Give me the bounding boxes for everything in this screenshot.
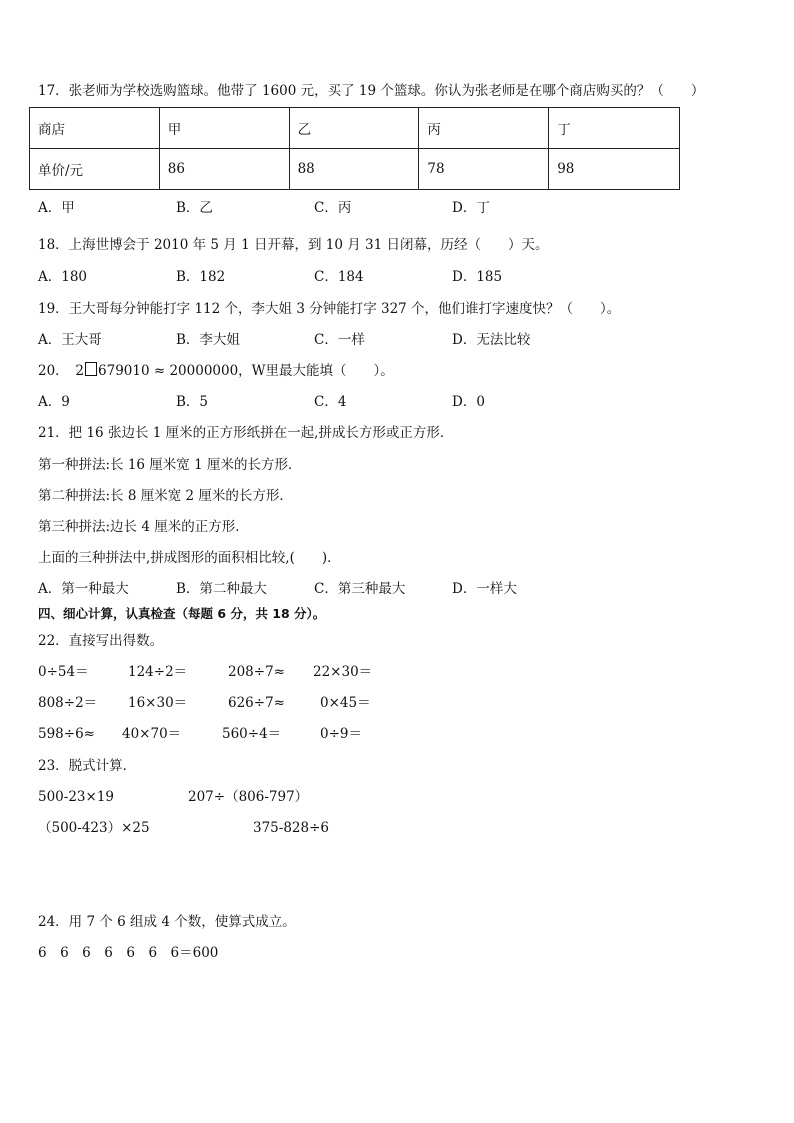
option-c[interactable]: C．4 (314, 394, 347, 410)
table-header-cell: 商店 (30, 108, 160, 149)
question-22-text: 22．直接写出得数。 (38, 633, 164, 649)
option-b[interactable]: B．5 (176, 394, 209, 410)
question-21-options (38, 580, 738, 598)
table-header-cell: 乙 (289, 108, 419, 149)
question-23-text: 23．脱式计算． (38, 758, 137, 774)
table-cell: 单价/元 (30, 149, 160, 190)
table-header-cell: 丁 (549, 108, 680, 149)
calc-row (38, 663, 738, 681)
option-a[interactable]: A．甲 (38, 200, 75, 216)
calc-item: 16×30＝ (128, 695, 188, 711)
table-cell: 88 (289, 149, 419, 190)
calc-item: 560÷4＝ (222, 726, 282, 742)
option-b[interactable]: B．李大姐 (176, 332, 240, 348)
option-b[interactable]: B．182 (176, 269, 226, 285)
option-b[interactable]: B．第二种最大 (176, 581, 267, 597)
table-row (30, 149, 680, 190)
question-18-text: 18．上海世博会于 2010 年 5 月 1 日开幕，到 10 月 31 日闭幕，历经（ ）天。 (38, 237, 549, 253)
question-21-text: 21．把 16 张边长 1 厘米的正方形纸拼在一起,拼成长方形或正方形． (38, 425, 454, 441)
option-a[interactable]: A．9 (38, 394, 70, 410)
option-c[interactable]: C．184 (314, 269, 364, 285)
table-cell: 86 (159, 149, 289, 190)
question-20-options (38, 393, 738, 411)
calc-row (38, 725, 738, 743)
shop-price-table (29, 107, 680, 190)
table-row (30, 108, 680, 149)
calc-row (38, 694, 738, 712)
option-c[interactable]: C．第三种最大 (314, 581, 406, 597)
option-d[interactable]: D．185 (452, 269, 503, 285)
question-24-text: 24．用 7 个 6 组成 4 个数，使算式成立。 (38, 914, 296, 930)
option-a[interactable]: A．王大哥 (38, 332, 102, 348)
question-17-text: 17．张老师为学校选购篮球。他带了 1600 元，买了 19 个篮球。你认为张老师是在哪个商店购买的？（ ） (38, 83, 705, 99)
calc-item: （500-423）×25 (38, 820, 150, 836)
calc-item: 207÷（806-797） (188, 789, 309, 805)
table-header-cell: 甲 (159, 108, 289, 149)
question-18-options (38, 268, 738, 286)
option-c[interactable]: C．丙 (314, 200, 352, 216)
method-2-text: 第二种拼法:长 8 厘米宽 2 厘米的长方形． (38, 488, 293, 504)
calc-item: 375-828÷6 (253, 820, 329, 836)
option-d[interactable]: D．0 (452, 394, 485, 410)
option-a[interactable]: A．第一种最大 (38, 581, 129, 597)
table-cell: 78 (419, 149, 549, 190)
question-19-text: 19．王大哥每分钟能打字 112 个，李大姐 3 分钟能打字 327 个，他们谁打字速度快？（ ）。 (38, 301, 621, 317)
question-19-options (38, 331, 738, 349)
calc-row (38, 788, 738, 806)
question-24-expression: 6 6 6 6 6 6 6＝600 (38, 945, 219, 961)
calc-item: 124÷2＝ (128, 664, 188, 680)
question-20-suffix: 679010 ≈ 20000000，W里最大能填（ ）。 (98, 363, 394, 379)
calc-item: 0÷54＝ (38, 664, 89, 680)
calc-row (38, 819, 738, 837)
question-20-text (38, 362, 394, 380)
question-20-prefix: 20． 2 (38, 363, 85, 379)
option-b[interactable]: B．乙 (176, 200, 213, 216)
calc-item: 0×45＝ (320, 695, 371, 711)
option-d[interactable]: D．丁 (452, 200, 490, 216)
method-3-text: 第三种拼法:边长 4 厘米的正方形． (38, 519, 249, 535)
method-1-text: 第一种拼法:长 16 厘米宽 1 厘米的长方形． (38, 457, 302, 473)
calc-item: 626÷7≈ (228, 695, 285, 711)
table-cell: 98 (549, 149, 680, 190)
table-header-cell: 丙 (419, 108, 549, 149)
section-4-heading: 四、细心计算，认真检查（每题 6 分，共 18 分）。 (38, 606, 326, 621)
question-21-prompt: 上面的三种拼法中,拼成图形的面积相比较,( )． (38, 550, 341, 566)
calc-item: 598÷6≈ (38, 726, 95, 742)
option-d[interactable]: D．无法比较 (452, 332, 531, 348)
option-d[interactable]: D．一样大 (452, 581, 517, 597)
calc-item: 808÷2＝ (38, 695, 98, 711)
question-17-options (38, 199, 738, 217)
option-c[interactable]: C．一样 (314, 332, 365, 348)
calc-item: 208÷7≈ (228, 664, 285, 680)
calc-item: 22×30＝ (313, 664, 373, 680)
calc-item: 500-23×19 (38, 789, 114, 805)
option-a[interactable]: A．180 (38, 269, 88, 285)
blank-box-icon[interactable] (85, 362, 97, 376)
calc-item: 0÷9＝ (320, 726, 362, 742)
calc-item: 40×70＝ (122, 726, 182, 742)
